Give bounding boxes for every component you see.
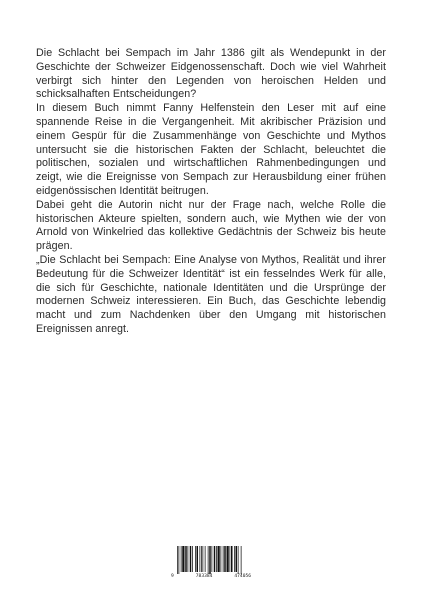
barcode-bar — [209, 546, 211, 574]
barcode-bars — [171, 545, 251, 575]
barcode-bar — [216, 546, 217, 572]
barcode-bar — [201, 546, 202, 572]
barcode-bar — [238, 546, 239, 574]
barcode-bar — [181, 546, 182, 572]
isbn-digit-group-left: 783384 — [195, 574, 213, 579]
barcode-bar — [218, 546, 220, 572]
barcode-bar — [200, 546, 201, 572]
barcode-bar — [195, 546, 196, 572]
paragraph-author-journey: In diesem Buch nimmt Fanny Helfenstein den Leser mit auf eine spannende Reise in die Vergangenheit. Mit akribischer Präzision und einem Gespür für die Zusammenhänge von Geschichte und Mythos untersucht sie die historischen Fakten der Schlacht, beleuchtet die politischen, sozialen und wirtschaftlichen Rahmenbedingungen und zeigt, wie die Ereignisse von Sempach zur Herausbildung einer frühen eidgenössischen Identität beitrugen. — [36, 102, 386, 197]
barcode-bar — [224, 546, 226, 572]
barcode-bar — [192, 546, 193, 572]
barcode-bar — [179, 546, 180, 574]
barcode-bar — [234, 546, 235, 572]
barcode-bar — [182, 546, 184, 572]
barcode-bar — [208, 546, 209, 574]
barcode-bar — [177, 546, 178, 574]
barcode-bar — [231, 546, 233, 572]
barcode-bar — [190, 546, 192, 572]
barcode-bar — [227, 546, 229, 572]
barcode-bar — [230, 546, 231, 572]
barcode-bar — [205, 546, 206, 572]
isbn-barcode — [171, 545, 251, 587]
barcode-bar — [223, 546, 224, 572]
barcode-bar — [197, 546, 199, 572]
barcode-bar — [214, 546, 216, 572]
back-cover-text — [36, 47, 386, 337]
isbn-digit-group-right: 474056 — [234, 574, 251, 579]
paragraph-book-summary: „Die Schlacht bei Sempach: Eine Analyse von Mythos, Realität und ihrer Bedeutung für die Schweizer Identität“ ist ein fesselndes Werk für alle, die sich für Geschichte, nationale Identitäten und die Ursprünge der modernen Schweiz interessieren. Ein Buch, das Geschichte lebendig macht und zum Nachdenken über den Umgang mit historischen Ereignissen anregt. — [36, 253, 386, 335]
barcode-bar — [188, 546, 189, 572]
isbn-digit-lead: 9 — [171, 574, 174, 579]
barcode-bar — [236, 546, 238, 572]
isbn-digits — [171, 574, 251, 579]
barcode-bar — [241, 546, 242, 574]
barcode-bar — [185, 546, 187, 572]
barcode-bar — [203, 546, 204, 572]
paragraph-intro: Die Schlacht bei Sempach im Jahr 1386 gilt als Wendepunkt in der Geschichte der Schweizer Eidgenossenschaft. Doch wie viel Wahrheit verbirgt sich hinter den Legenden von heroischen Helden und schicksalhaften Entscheidungen? — [36, 47, 386, 101]
barcode-bar — [212, 546, 213, 572]
paragraph-myths: Dabei geht die Autorin nicht nur der Frage nach, welche Rolle die historischen Akteure spielten, sondern auch, wie Mythen wie der von Arnold von Winkelried das kollektive Gedächtnis der Schweiz bis heute prägen. — [36, 198, 386, 253]
barcode-bar — [221, 546, 222, 572]
